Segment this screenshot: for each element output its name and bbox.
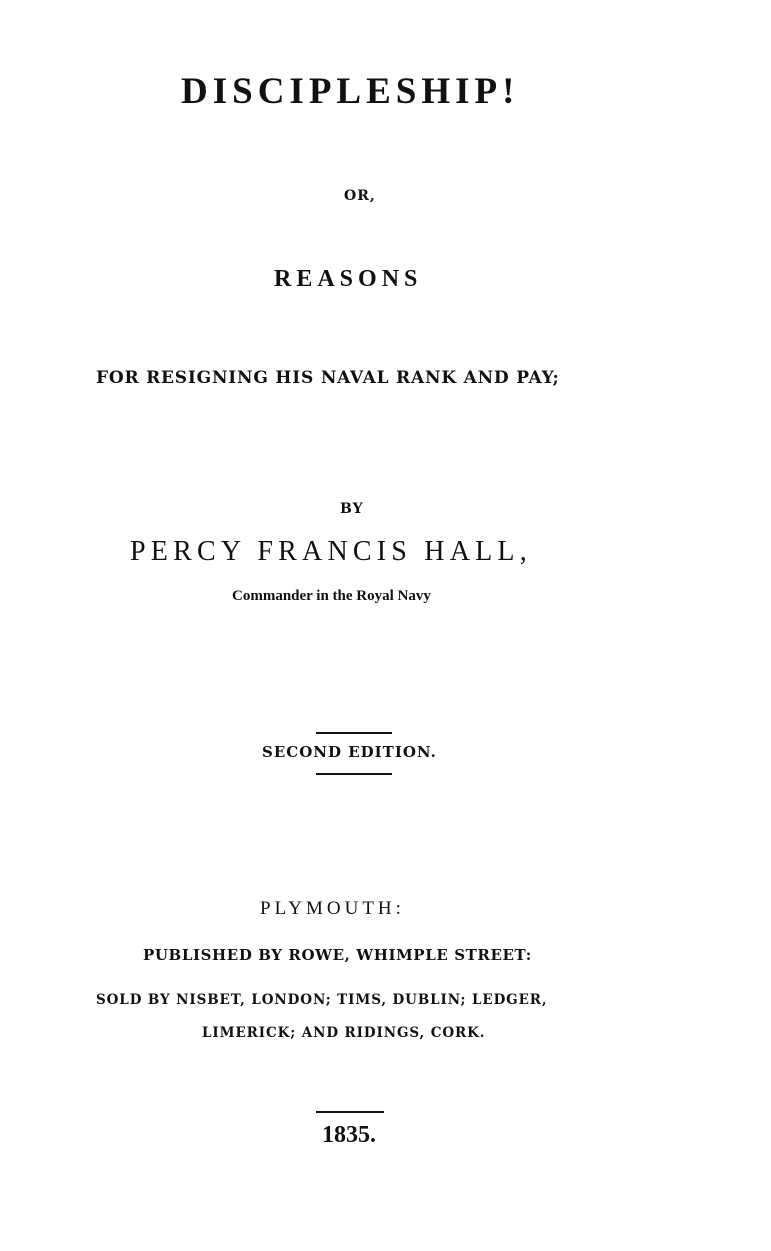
sold-by-line-2: LIMERICK; AND RIDINGS, CORK. xyxy=(202,1025,486,1041)
publisher-line: PUBLISHED BY ROWE, WHIMPLE STREET: xyxy=(143,946,532,964)
publication-place: PLYMOUTH: xyxy=(260,898,405,919)
sold-by-line-1: SOLD BY NISBET, LONDON; TIMS, DUBLIN; LEDGER, xyxy=(96,992,548,1008)
by-line: BY xyxy=(340,501,364,517)
publication-year: 1835. xyxy=(322,1122,376,1148)
subtitle-heading: REASONS xyxy=(274,266,423,292)
author-name: PERCY FRANCIS HALL, xyxy=(130,536,532,567)
edition-label: SECOND EDITION. xyxy=(262,743,437,761)
title-conjunction: OR, xyxy=(344,188,376,204)
subtitle-text: FOR RESIGNING HIS NAVAL RANK AND PAY; xyxy=(96,368,560,388)
year-rule xyxy=(316,1111,384,1113)
book-title: DISCIPLESHIP! xyxy=(181,71,520,112)
edition-rule-top xyxy=(316,732,392,734)
edition-rule-bottom xyxy=(316,773,392,775)
author-rank: Commander in the Royal Navy xyxy=(232,588,431,604)
